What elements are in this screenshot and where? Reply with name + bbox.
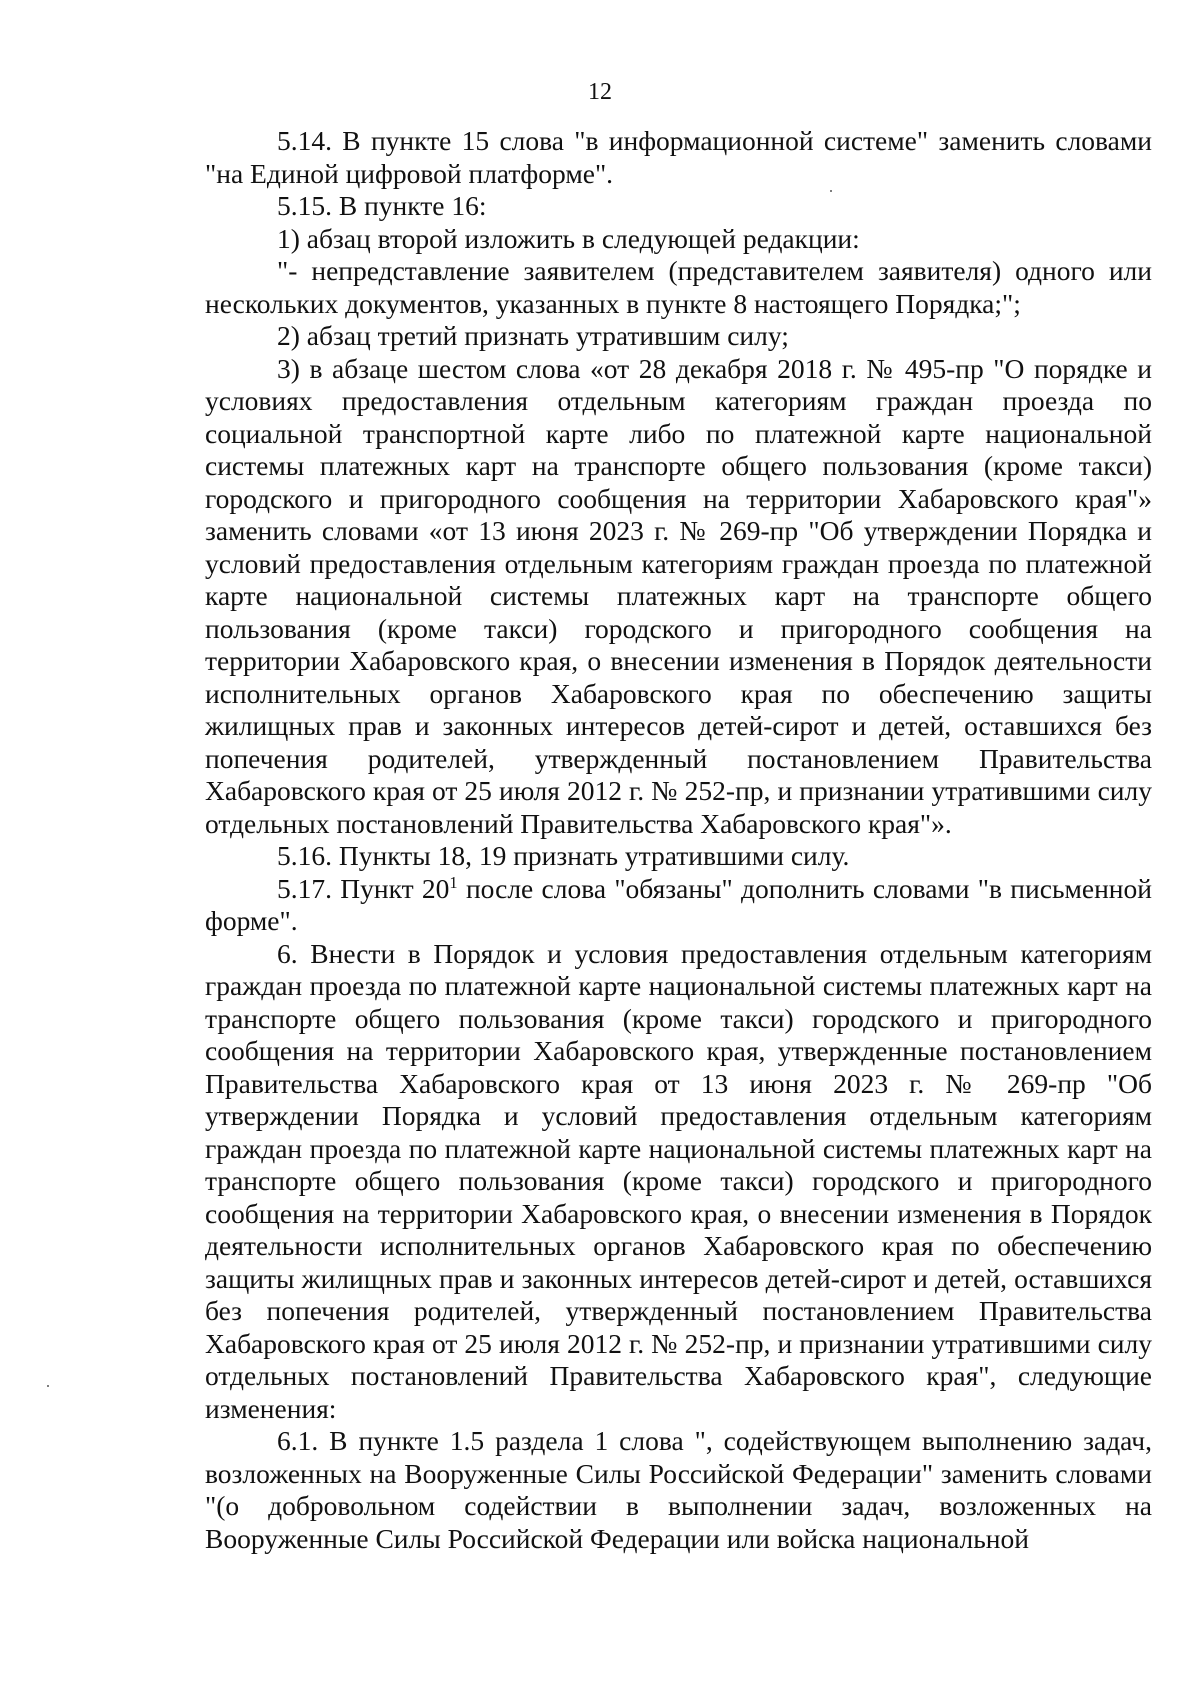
paragraph-5-15-quote: "- непредставление заявителем (представителем заявителя) одного или нескольких документов, указанных в пункте 8 настоящего Порядка;"; xyxy=(205,255,1152,319)
paragraph-5-17 xyxy=(205,873,1152,938)
scan-speck xyxy=(830,190,832,192)
document-body xyxy=(205,125,1152,1555)
superscript: 1 xyxy=(449,872,458,892)
scan-speck xyxy=(47,1385,49,1387)
paragraph-5-15: 5.15. В пункте 16: xyxy=(277,190,487,221)
paragraph-5-14: 5.14. В пункте 15 слова "в информационной системе" заменить словами "на Единой цифровой платформе". xyxy=(205,125,1152,189)
paragraph-5-17-end: после слова "обязаны" дополнить словами "в письменной форме". xyxy=(205,872,1152,936)
paragraph-5-15-item-1: 1) абзац второй изложить в следующей редакции: xyxy=(277,222,860,254)
paragraph-5-17-start: 5.17. Пункт 20 xyxy=(277,872,450,904)
paragraph-5-15-item-2: 2) абзац третий признать утратившим силу; xyxy=(277,320,789,351)
page-number: 12 xyxy=(588,79,612,105)
paragraph-6-1: 6.1. В пункте 1.5 раздела 1 слова ", содействующем выполнению задач, возложенных на Вооруженные Силы Российской Федерации" заменить словами "(о добровольном содействии в выполнении задач, возложенных на Вооруженные Силы Российской Федерации или войска национальной xyxy=(205,1425,1152,1554)
paragraph-5-15-item-3: 3) в абзаце шестом слова «от 28 декабря 2018 г. № 495-пр "О порядке и условиях предоставления отдельным категориям граждан проезда по социальной транспортной карте либо по платежной карте национальной системы платежных карт на транспорте общего пользования (кроме такси) городского и пригородного сообщения на территории Хабаровского края"» заменить словами «от 13 июня 2023 г. № 269-пр "Об утверждении Порядка и условий предоставления отдельным категориям граждан проезда по платежной карте национальной системы платежных карт на транспорте общего пользования (кроме такси) городского и пригородного сообщения на территории Хабаровского края, о внесении изменения в Порядок деятельности исполнительных органов Хабаровского края по обеспечению защиты жилищных прав и законных интересов детей-сирот и детей, оставшихся без попечения родителей, утвержденный постановлением Правительства Хабаровского края от 25 июля 2012 г. № 252-пр, и признании утратившими силу отдельных постановлений Правительства Хабаровского края"». xyxy=(205,352,1152,839)
paragraph-6: 6. Внести в Порядок и условия предоставления отдельным категориям граждан проезда по платежной карте национальной системы платежных карт на транспорте общего пользования (кроме такси) городского и пригородного сообщения на территории Хабаровского края, утвержденные постановлением Правительства Хабаровского края от 13 июня 2023 г. № 269-пр "Об утверждении Порядка и условий предоставления отдельным категориям граждан проезда по платежной карте национальной системы платежных карт на транспорте общего пользования (кроме такси) городского и пригородного сообщения на территории Хабаровского края, о внесении изменения в Порядок деятельности исполнительных органов Хабаровского края по обеспечению защиты жилищных прав и законных интересов детей-сирот и детей, оставшихся без попечения родителей, утвержденный постановлением Правительства Хабаровского края от 25 июля 2012 г. № 252-пр, и признании утратившими силу отдельных постановлений Правительства Хабаровского края", следующие изменения: xyxy=(205,937,1152,1424)
paragraph-5-16: 5.16. Пункты 18, 19 признать утратившими силу. xyxy=(277,840,850,871)
